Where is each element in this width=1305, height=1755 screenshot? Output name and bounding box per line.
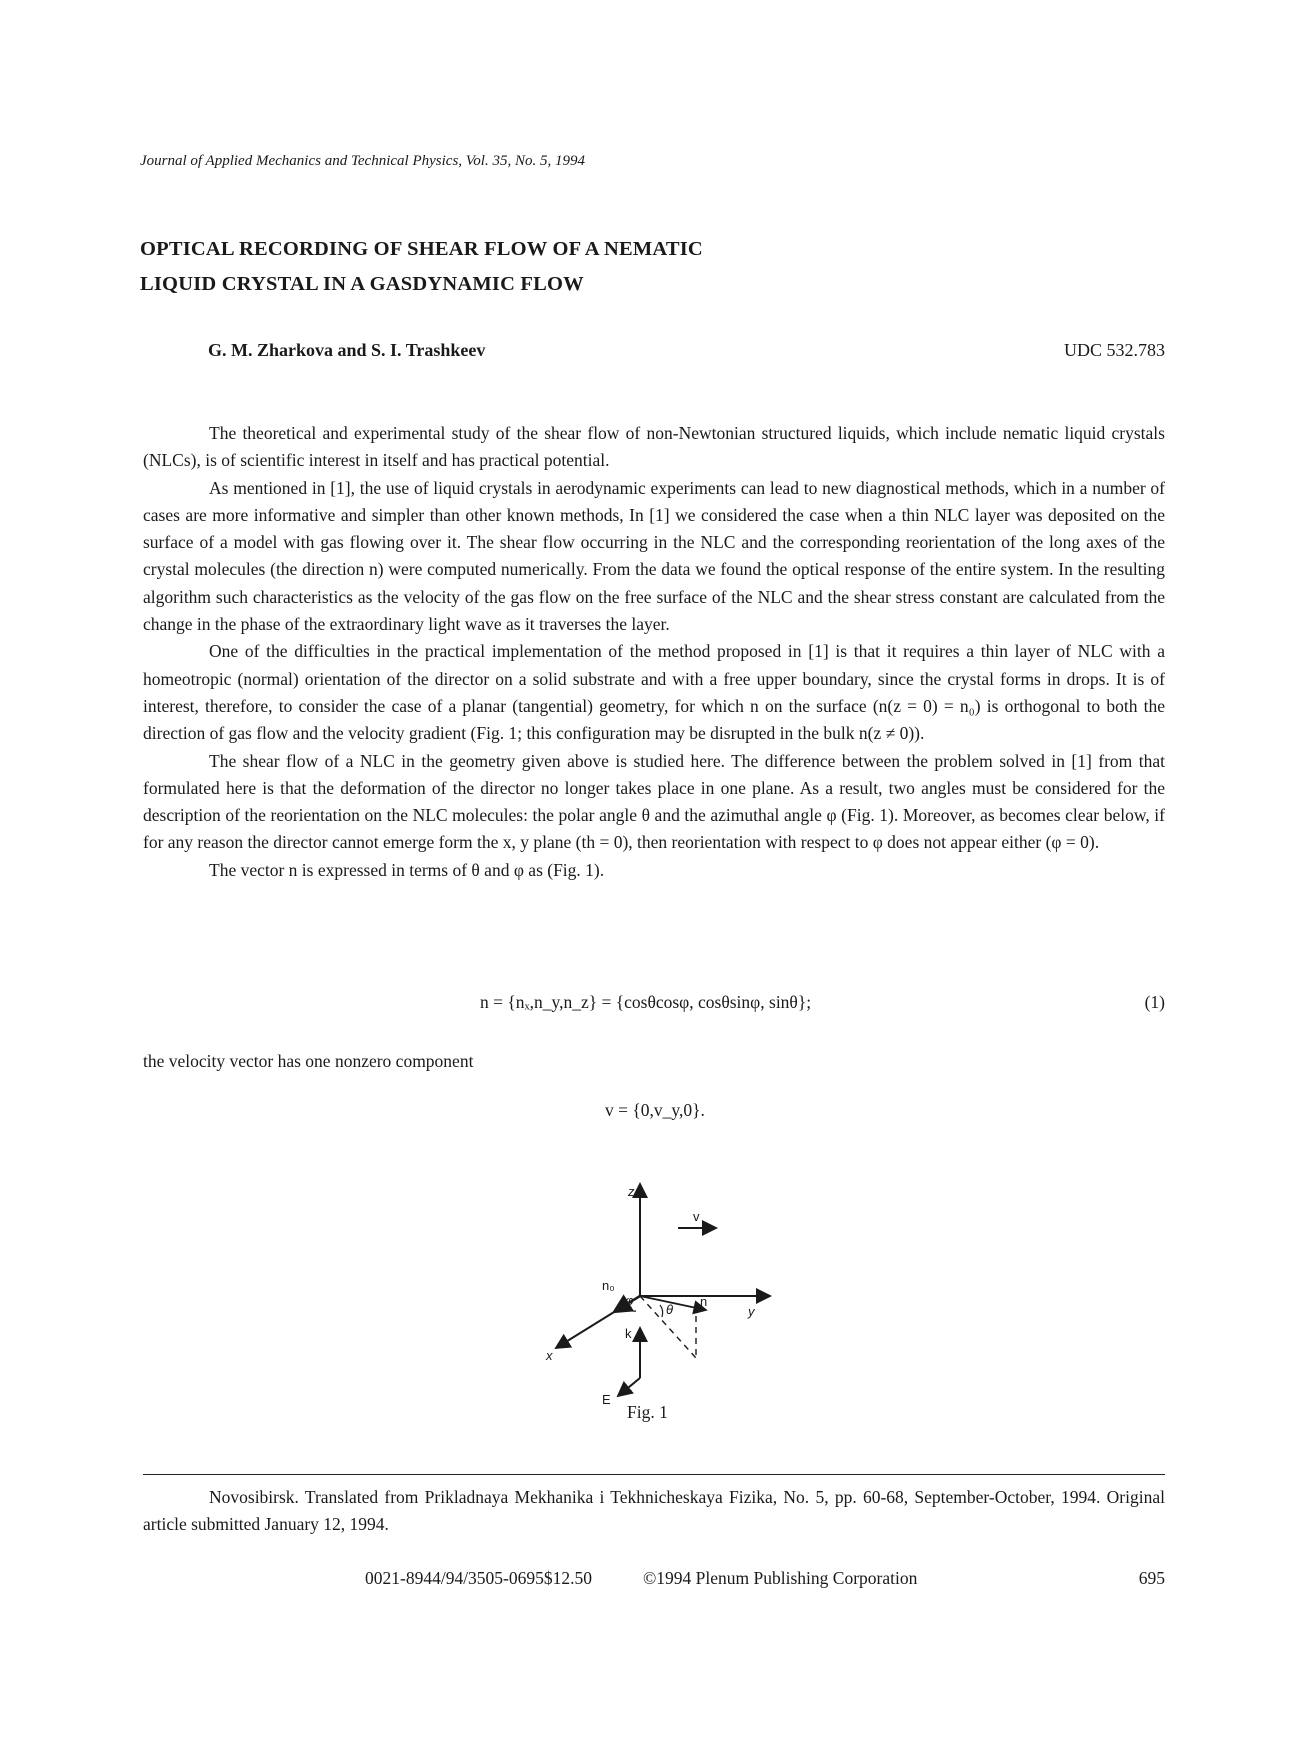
label-phi: φ <box>625 1293 634 1308</box>
label-theta: θ <box>666 1302 674 1317</box>
label-e: E <box>602 1392 611 1407</box>
paragraph-1: The theoretical and experimental study of the shear flow of non-Newtonian structured liquids, which include nematic liquid crystals (NLCs), is of scientific interest in itself and has practical potential. <box>143 423 1165 471</box>
equation-1-number: (1) <box>1144 992 1165 1012</box>
figure-1-caption: Fig. 1 <box>627 1402 668 1422</box>
paragraph-5: The vector n is expressed in terms of θ and φ as (Fig. 1). <box>209 859 605 880</box>
title-line-2: LIQUID CRYSTAL IN A GASDYNAMIC FLOW <box>140 273 584 295</box>
label-z: z <box>628 1184 635 1199</box>
equation-1 <box>143 992 1165 1022</box>
footnote-text: Novosibirsk. Translated from Prikladnaya Mekhanika i Tekhnicheskaya Fizika, No. 5, pp. 60-68, September-October, 1994. Original article submitted January 12, 1994. <box>143 1487 1165 1534</box>
article-title <box>140 232 1040 302</box>
udc-code: UDC 532.783 <box>1063 340 1165 360</box>
equation-1-body: n = {nₓ,n_y,n_z} = {cosθcosφ, cosθsinφ, sinθ}; <box>480 992 812 1012</box>
equation-2: v = {0,v_y,0}. <box>605 1100 705 1120</box>
paragraph-4: The shear flow of a NLC in the geometry given above is studied here. The difference between the problem solved in [1] from that formulated here is that the deformation of the director no longer takes place in one plane. As a result, two angles must be considered for the description of the reorientation on the NLC molecules: the polar angle θ and the azimuthal angle φ (Fig. 1). Moreover, as becomes clear below, if for any reason the director cannot emerge form the x, y plane (th = 0), then reorientation with respect to φ does not appear either (φ = 0). <box>143 750 1165 853</box>
label-n: n <box>700 1294 708 1309</box>
article-code: 0021-8944/94/3505-0695$12.50 <box>365 1568 593 1588</box>
footnote-divider <box>143 1474 1165 1475</box>
e-arrow <box>618 1378 640 1396</box>
page-number: 695 <box>1138 1568 1165 1588</box>
label-y: y <box>748 1304 755 1319</box>
footnote <box>143 1484 1165 1538</box>
page-footer <box>143 1568 1165 1592</box>
velocity-sentence: the velocity vector has one nonzero component <box>143 1051 474 1071</box>
label-x: x <box>546 1348 553 1363</box>
title-line-1: OPTICAL RECORDING OF SHEAR FLOW OF A NEMATIC <box>140 238 703 260</box>
label-k: k <box>625 1326 632 1341</box>
journal-citation: Journal of Applied Mechanics and Technical Physics, Vol. 35, No. 5, 1994 <box>140 153 585 169</box>
label-n0: n₀ <box>602 1278 615 1293</box>
article-body <box>143 420 1165 884</box>
label-v: v <box>693 1209 700 1224</box>
paragraph-3: One of the difficulties in the practical implementation of the method proposed in [1] is that it requires a thin layer of NLC with a homeotropic (normal) orientation of the director on a solid substrate and with a free upper boundary, since the crystal forms in drops. It is of interest, therefore, to consider the case of a planar (tangential) geometry, for which n on the surface (n(z = 0) = n₀) is orthogonal to both the direction of gas flow and the velocity gradient (Fig. 1; this configuration may be disrupted in the bulk n(z ≠ 0)). <box>143 641 1165 744</box>
authors: G. M. Zharkova and S. I. Trashkeev <box>208 340 486 360</box>
paragraph-2: As mentioned in [1], the use of liquid crystals in aerodynamic experiments can lead to new diagnostical methods, which in a number of cases are more informative and simpler than other known methods, In [1] we considered the case when a thin NLC layer was deposited on the surface of a model with gas flowing over it. The shear flow occurring in the NLC and the corresponding reorientation of the long axes of the crystal molecules (the direction n) were computed numerically. From the data we found the optical response of the entire system. In the resulting algorithm such characteristics as the velocity of the gas flow on the free surface of the NLC and the shear stress constant are calculated from the change in the phase of the extraordinary light wave as it traverses the layer. <box>143 477 1165 635</box>
theta-arc <box>660 1305 663 1317</box>
figure-1-diagram <box>530 1170 790 1420</box>
copyright: ©1994 Plenum Publishing Corporation <box>643 1568 918 1588</box>
